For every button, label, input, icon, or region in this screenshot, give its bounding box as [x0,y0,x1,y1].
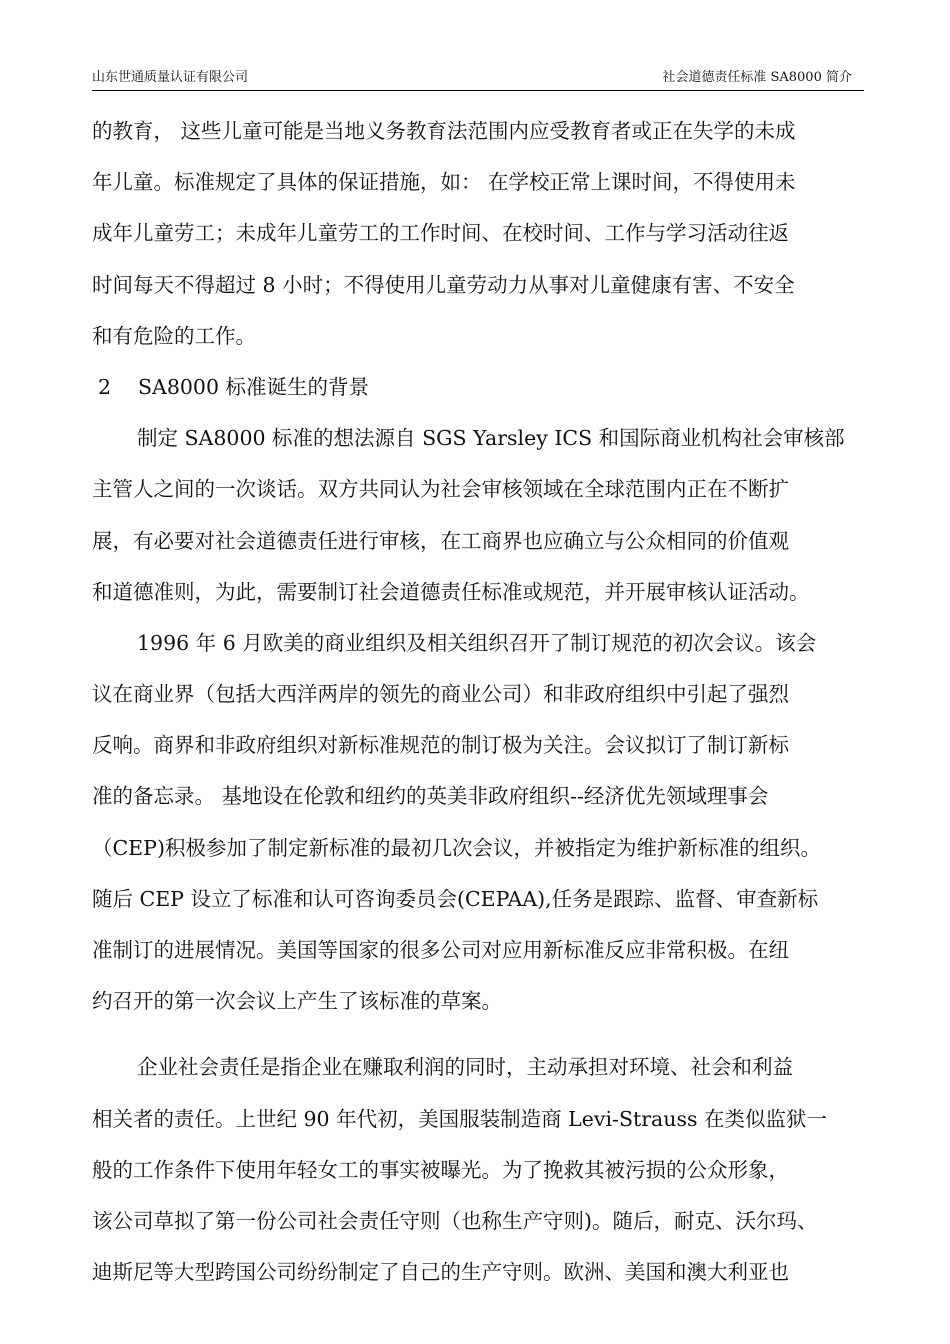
paragraph-csr [92,1042,862,1298]
header-document-title: 社会道德责任标准 SA8000 简介 [662,70,852,85]
paragraph-child-labor [92,106,862,362]
text-line: 和有危险的工作。 [92,323,256,348]
section-number: 2 [98,374,112,399]
text-line: 时间每天不得超过 8 小时；不得使用儿童劳动力从事对儿童健康有害、不安全 [92,272,795,297]
text-line: 年儿童。标准规定了具体的保证措施，如： 在学校正常上课时间，不得使用未 [92,170,796,195]
text-line: 企业社会责任是指企业在赚取利润的同时，主动承担对环境、社会和利益 [137,1055,793,1080]
text-line: 迪斯尼等大型跨国公司纷纷制定了自己的生产守则。欧洲、美国和澳大利亚也 [92,1260,789,1285]
text-line: 的教育， 这些儿童可能是当地义务教育法范围内应受教育者或正在失学的未成 [92,119,796,143]
paragraph-1996-meeting [92,618,862,1028]
text-line: （CEP)积极参加了制定新标准的最初几次会议，并被指定为维护新标准的组织。 [92,835,821,860]
text-line: 约召开的第一次会议上产生了该标准的草案。 [92,989,502,1014]
text-line: 随后 CEP 设立了标准和认可咨询委员会(CEPAA),任务是跟踪、监督、审查新标 [92,886,819,911]
header-company-name: 山东世通质量认证有限公司 [92,70,249,85]
text-line: 反响。商界和非政府组织对新标准规范的制订极为关注。会议拟订了制订新标 [92,733,789,758]
text-line: 准的备忘录。 基地设在伦敦和纽约的英美非政府组织--经济优先领域理事会 [92,784,769,809]
text-line: 1996 年 6 月欧美的商业组织及相关组织召开了制订规范的初次会议。该会 [137,630,817,655]
text-line: 制定 SA8000 标准的想法源自 SGS Yarsley ICS 和国际商业机构社会审核部 [137,426,845,451]
section-title: SA8000 标准诞生的背景 [138,374,370,399]
text-line: 展，有必要对社会道德责任进行审核，在工商界也应确立与公众相同的价值观 [92,528,789,553]
text-line: 成年儿童劳工；未成年儿童劳工的工作时间、在校时间、工作与学习活动往返 [92,221,789,246]
text-line: 该公司草拟了第一份公司社会责任守则（也称生产守则)。随后，耐克、沃尔玛、 [92,1208,818,1233]
page-header [92,68,864,91]
text-line: 主管人之间的一次谈话。双方共同认为社会审核领域在全球范围内正在不断扩 [92,477,789,502]
text-line: 准制订的进展情况。美国等国家的很多公司对应用新标准反应非常积极。在纽 [92,938,789,962]
paragraph-origin [92,413,862,618]
section-heading [92,362,862,413]
text-line: 和道德准则，为此，需要制订社会道德责任标准或规范，并开展审核认证活动。 [92,579,810,604]
document-body [92,106,862,1298]
text-line: 议在商业界（包括大西洋两岸的领先的商业公司）和非政府组织中引起了强烈 [92,682,789,707]
text-line: 相关者的责任。上世纪 90 年代初，美国服装制造商 Levi-Strauss 在类似监狱一 [92,1106,828,1131]
text-line: 般的工作条件下使用年轻女工的事实被曝光。为了挽救其被污损的公众形象， [92,1157,789,1182]
